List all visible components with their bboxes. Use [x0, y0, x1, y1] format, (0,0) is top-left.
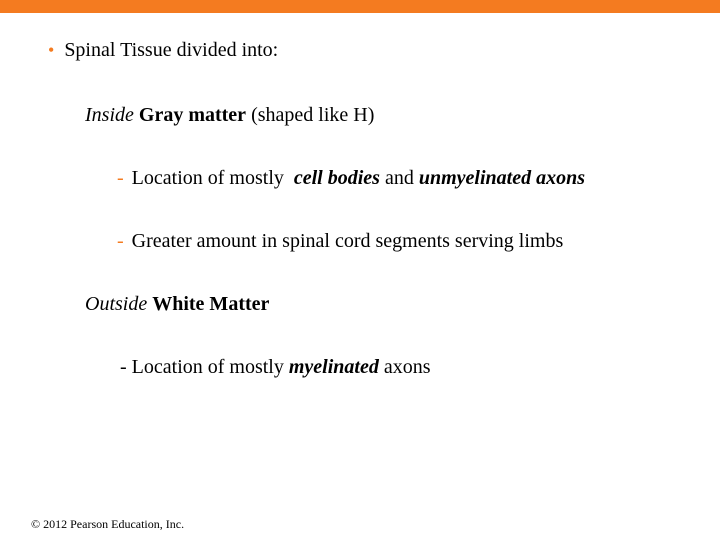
point-1-mid: and [384, 167, 414, 189]
inside-gray-matter-line [85, 103, 374, 127]
point-1-prefix: Location of mostly [131, 167, 284, 189]
gray-matter-point-1 [117, 166, 585, 190]
gray-matter-point-2 [117, 229, 563, 253]
inside-label: Inside [85, 104, 134, 126]
white-matter-point [120, 355, 431, 379]
white-matter-term: White Matter [152, 293, 270, 315]
white-point-prefix: - Location of mostly [120, 356, 284, 378]
dash-icon: - [117, 230, 124, 252]
dash-icon: - [117, 167, 124, 189]
myelinated-emphasis: myelinated [288, 356, 379, 378]
heading-bullet-line [48, 38, 278, 62]
slide-heading: Spinal Tissue divided into: [64, 39, 279, 61]
outside-label: Outside [85, 293, 148, 315]
bullet-icon: • [48, 40, 55, 60]
cell-bodies-emphasis: cell bodies [293, 167, 380, 189]
gray-matter-note: (shaped like H) [251, 104, 375, 126]
point-2-text: Greater amount in spinal cord segments serving limbs [131, 230, 564, 252]
copyright-footer: © 2012 Pearson Education, Inc. [31, 517, 185, 531]
accent-top-bar [0, 0, 720, 13]
unmyelinated-axons-emphasis: unmyelinated axons [418, 167, 585, 189]
gray-matter-term: Gray matter [138, 104, 247, 126]
white-point-suffix: axons [383, 356, 431, 378]
outside-white-matter-line [85, 292, 269, 316]
